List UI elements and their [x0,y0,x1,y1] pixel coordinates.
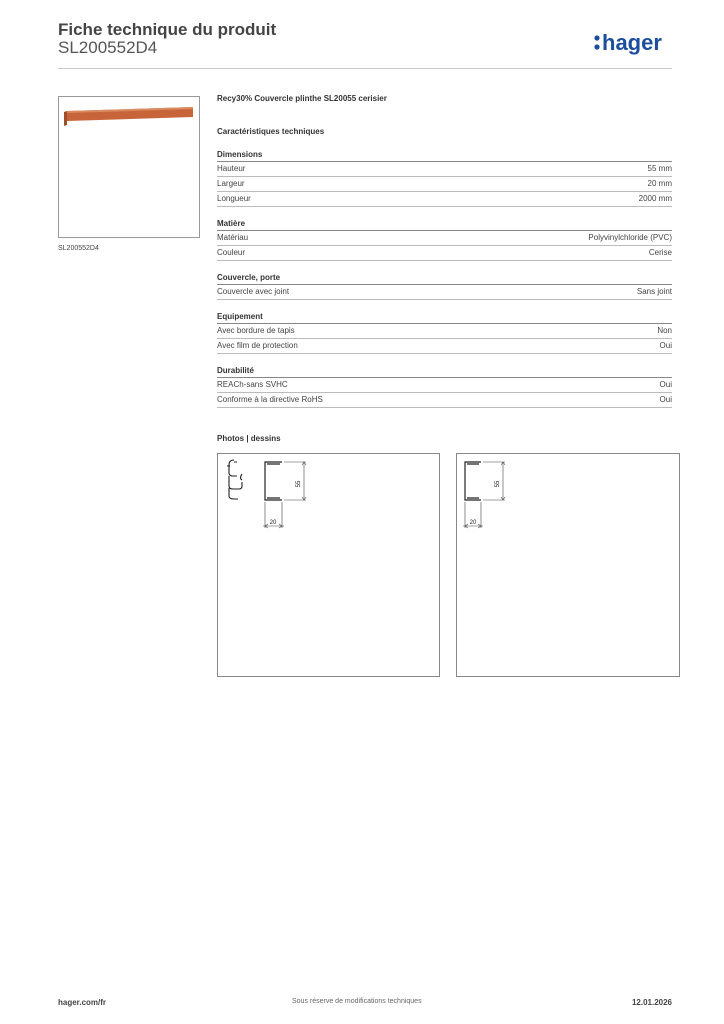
photos-heading: Photos | dessins [217,434,281,443]
table-row [217,339,672,354]
footer-website-link[interactable]: hager.com/fr [58,998,107,1007]
section-material [217,217,672,261]
table-row [217,378,672,393]
section-title: Durabilité [217,364,672,378]
table-row [217,162,672,177]
footer-disclaimer: Sous réserve de modifications techniques [292,998,422,1005]
table-row [217,393,672,408]
row-label: Conforme à la directive RoHS [217,395,323,404]
height-dimension-label: 55 [296,480,302,488]
page-title: Fiche technique du produit [58,20,277,39]
row-value: Oui [659,380,672,389]
row-value: 55 mm [647,164,672,173]
width-dimension-label: 20 [469,520,477,526]
height-dimension-label: 55 [495,480,501,488]
row-value: 20 mm [647,179,672,188]
row-label: Avec bordure de tapis [217,326,295,335]
technical-characteristics-heading: Caractéristiques techniques [217,127,325,136]
product-details [217,93,672,408]
header-divider [58,68,672,69]
row-value: Oui [659,341,672,350]
section-title: Dimensions [217,148,672,162]
row-value: 2000 mm [638,194,672,203]
section-title: Couvercle, porte [217,271,672,285]
row-label: Matériau [217,233,249,242]
product-reference: SL200552D4 [58,38,158,57]
row-value: Non [657,326,672,335]
width-dimension-label: 20 [269,520,277,526]
row-label: Couleur [217,248,246,257]
section-dimensions [217,148,672,207]
row-label: Largeur [217,179,245,188]
row-value: Cerise [648,248,672,257]
table-row [217,246,672,261]
row-label: Couvercle avec joint [217,287,290,296]
svg-text:hager: hager [602,30,662,55]
row-value: Sans joint [636,287,672,296]
section-durability [217,364,672,408]
table-row [217,177,672,192]
technical-drawing-1 [217,453,440,677]
row-label: Avec film de protection [217,341,298,350]
section-title: Equipement [217,310,672,324]
section-equipment [217,310,672,354]
profile-drawing [457,454,679,676]
product-image-caption: SL200552D4 [58,245,99,252]
technical-drawing-2 [456,453,680,677]
section-title: Matière [217,217,672,231]
row-value: Oui [659,395,672,404]
product-image [58,96,200,238]
table-row [217,285,672,300]
table-row [217,192,672,207]
row-label: Longueur [217,194,251,203]
row-label: REACh-sans SVHC [217,380,288,389]
footer-date: 12.01.2026 [631,998,672,1007]
profile-drawing [218,454,439,676]
hager-logo [592,26,676,56]
table-row [217,324,672,339]
section-cover [217,271,672,300]
row-value: Polyvinylchloride (PVC) [588,233,672,242]
cover-profile-illustration [59,97,199,237]
row-label: Hauteur [217,164,246,173]
table-row [217,231,672,246]
product-name: Recy30% Couvercle plinthe SL20055 cerisier [217,94,387,103]
